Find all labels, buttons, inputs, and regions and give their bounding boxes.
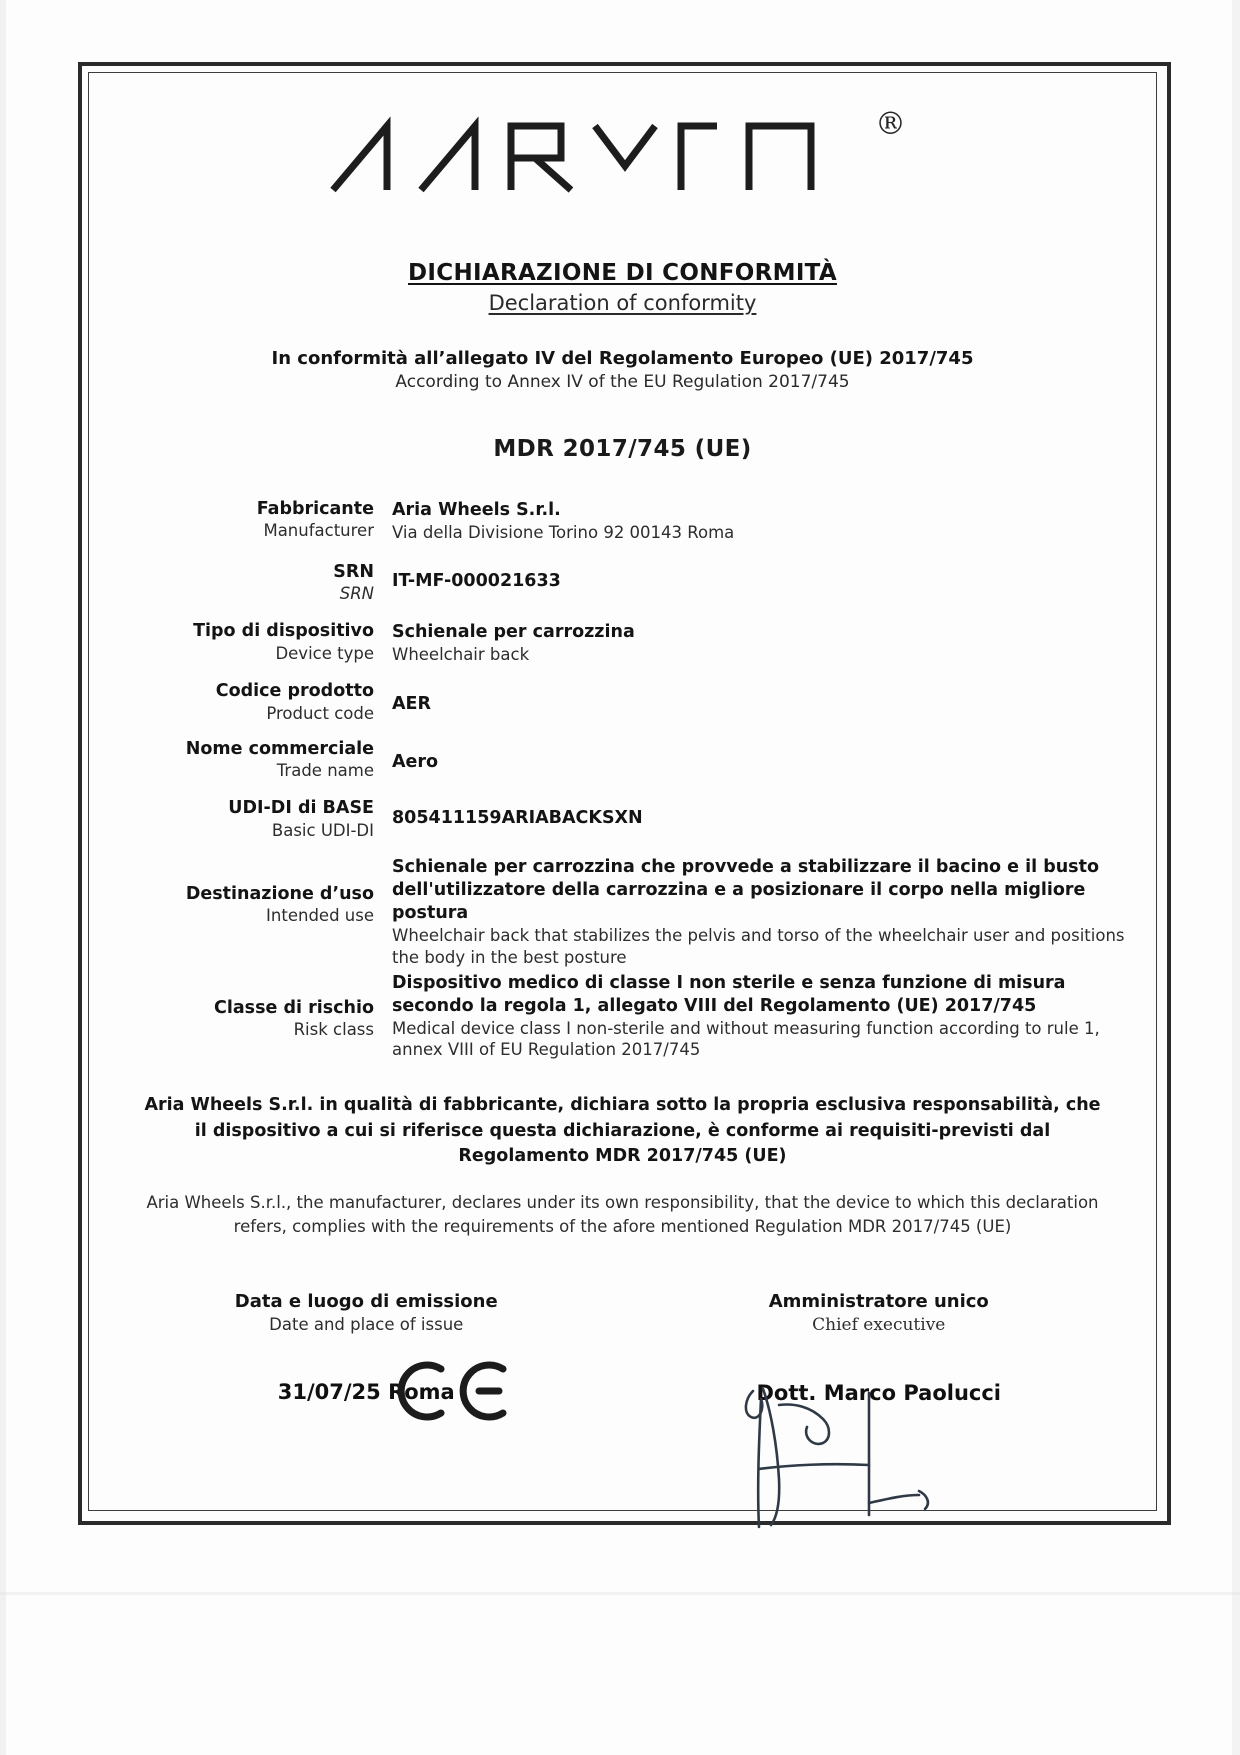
field-label-it: SRN [333, 561, 374, 582]
field-value [392, 738, 1135, 774]
field-value-it: Aero [392, 751, 439, 772]
field-label-it: Classe di rischio [214, 997, 374, 1018]
scan-edge-artifact [0, 0, 6, 1755]
issue-date-value: 31/07/25 Roma [277, 1380, 455, 1405]
field-label-en: Intended use [266, 906, 374, 926]
fields-list [110, 498, 1135, 1061]
issue-date-label-it: Data e luogo di emissione [234, 1291, 498, 1313]
field-label-en: Basic UDI-DI [271, 820, 374, 840]
signature-area [110, 1291, 1135, 1405]
field-label [110, 855, 392, 927]
scan-edge-artifact [0, 1592, 1240, 1595]
field-value [392, 498, 1135, 544]
field-label-it: Nome commerciale [185, 738, 374, 759]
signatory-name: Dott. Marco Paolucci [756, 1381, 1001, 1406]
field-value [392, 795, 1135, 830]
field-label [110, 620, 392, 664]
field-product-code [110, 680, 1135, 724]
field-label-en: Device type [275, 643, 374, 663]
field-label-it: Fabbricante [256, 499, 374, 519]
field-device-type [110, 620, 1135, 666]
field-value-en: Via della Divisione Torino 92 00143 Roma [392, 523, 735, 543]
field-label-en: Product code [266, 703, 374, 723]
field-label [110, 680, 392, 724]
field-value-en: Wheelchair back that stabilizes the pelvis and torso of the wheelchair user and positions the body in the best posture [392, 926, 1125, 967]
field-label-en: Manufacturer [263, 521, 374, 541]
field-value [392, 971, 1135, 1062]
field-value-en: Wheelchair back [392, 645, 530, 665]
role-label-it: Amministratore unico [768, 1291, 989, 1313]
registered-trademark-icon: ® [875, 106, 906, 142]
declaration-italian: Aria Wheels S.r.l. in qualità di fabbricante, dichiara sotto la propria esclusiva responsabilità, che il dispositivo a cui si riferisce questa dichiarazione, è conforme ai requisiti-previsti dal Regolamento MDR 2017/745 (UE) [144, 1095, 1101, 1166]
subtitle-block [110, 348, 1135, 392]
title-english: Declaration of conformity [488, 291, 757, 315]
field-label [110, 971, 392, 1041]
field-label-it: Destinazione d’uso [185, 883, 374, 904]
field-manufacturer [110, 498, 1135, 544]
field-value-it: Dispositivo medico di classe I non sterile e senza funzione di misura secondo la regola 1, allegato VIII del Regolamento (UE) 2017/745 [392, 972, 1066, 1016]
field-value-it: Schienale per carrozzina che provvede a stabilizzare il bacino e il busto dell'utilizzatore della carrozzina e a posizionare il corpo nella migliore postura [392, 856, 1099, 923]
field-label-it: Codice prodotto [215, 681, 374, 702]
field-label [110, 795, 392, 841]
field-label [110, 558, 392, 605]
field-srn [110, 558, 1135, 605]
field-value-it: 805411159ARIABACKSXN [392, 808, 643, 829]
field-value-it: Aria Wheels S.r.l. [392, 500, 561, 520]
title-block [110, 260, 1135, 315]
field-value-it: IT-MF-000021633 [392, 570, 561, 591]
field-trade-name [110, 738, 1135, 782]
field-value [392, 855, 1135, 969]
field-label-it: Tipo di dispositivo [193, 621, 374, 642]
subtitle-english: According to Annex IV of the EU Regulation 2017/745 [395, 372, 850, 392]
field-value-it: Schienale per carrozzina [392, 622, 635, 643]
field-value [392, 680, 1135, 716]
field-value-it: AER [392, 694, 431, 715]
issue-date-block [110, 1291, 623, 1405]
subtitle-italian: In conformità all’allegato IV del Regolamento Europeo (UE) 2017/745 [271, 348, 974, 369]
field-label-it: UDI-DI di BASE [228, 798, 374, 819]
field-label [110, 738, 392, 782]
field-value [392, 558, 1135, 593]
issue-date-label-en: Date and place of issue [269, 1315, 464, 1335]
field-label-en: Risk class [293, 1019, 374, 1039]
field-value [392, 620, 1135, 666]
document-content [110, 80, 1135, 1405]
chief-executive-block [623, 1291, 1136, 1405]
field-label-en: SRN [339, 584, 374, 604]
role-label-en: Chief executive [812, 1315, 946, 1336]
field-basic-udi-di [110, 795, 1135, 841]
logo-row [110, 98, 1135, 218]
ce-mark-icon [395, 1355, 515, 1427]
field-value-en: Medical device class I non-sterile and without measuring function according to rule 1, annex VIII of EU Regulation 2017/745 [392, 1018, 1100, 1060]
scan-edge-artifact [1232, 0, 1240, 1755]
field-risk-class [110, 971, 1135, 1062]
field-label-en: Trade name [276, 761, 374, 781]
declaration-english: Aria Wheels S.r.l., the manufacturer, declares under its own responsibility, that the device to which this declaration refers, complies with the requirements of the afore mentioned Regulation MDR 2017/745 (UE) [146, 1193, 1099, 1237]
field-label [110, 498, 392, 542]
regulation-heading: MDR 2017/745 (UE) [493, 436, 752, 462]
field-intended-use [110, 855, 1135, 969]
aria-logo [325, 104, 845, 194]
title-italian: DICHIARAZIONE DI CONFORMITÀ [408, 260, 837, 286]
